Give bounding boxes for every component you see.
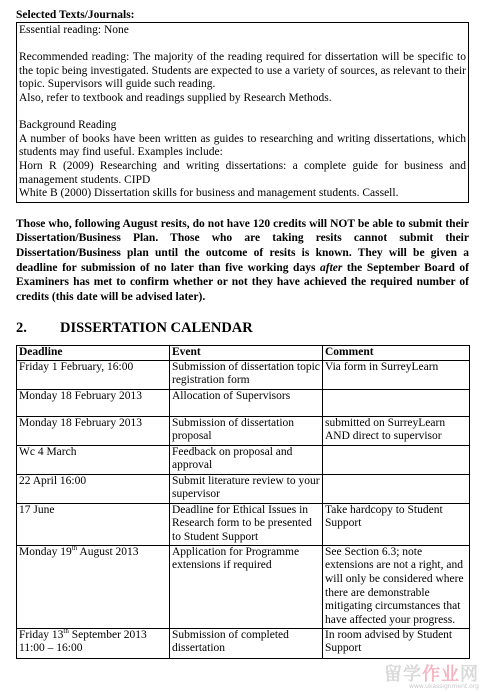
background-reading-title: Background Reading <box>19 119 117 132</box>
deadline-cell: Friday 1 February, 16:00 <box>17 360 170 389</box>
watermark-logo <box>384 660 479 690</box>
table-row <box>17 360 470 389</box>
event-cell: Submission of completed dissertation <box>170 628 323 658</box>
header-comment: Comment <box>323 346 470 361</box>
deadline-cell: Wc 4 March <box>17 445 170 474</box>
table-row <box>17 503 470 545</box>
deadline-cell: Monday 18 February 2013 <box>17 389 170 416</box>
notice-part-1: Those who, following August resits, do not have 120 credits will NOT be able to submit their Dissertation/Business Plan. Those who are taking resits cannot submit their Dissertation/Business plan until the outcome of resits is known. They will be given a deadline for submission of no later than five working days <box>16 217 469 274</box>
deadline-text: Monday 19 <box>19 545 72 558</box>
selected-texts-heading: Selected Texts/Journals: <box>16 9 135 21</box>
comment-cell: Via form in SurreyLearn <box>323 360 470 389</box>
watermark-url: www.ukassignment.org <box>409 683 479 690</box>
comment-cell <box>323 445 470 474</box>
deadline-text: August 2013 <box>77 545 139 558</box>
essential-reading: Essential reading: None <box>19 24 129 36</box>
background-reading-body: A number of books have been written as guides to researching and writing dissertations, which students may find useful. Examples include: <box>19 132 466 159</box>
reference-horn: Horn R (2009) Researching and writing dissertations: a complete guide for business and management students. CIPD <box>19 159 466 186</box>
ordinal-suffix: th <box>71 544 78 553</box>
table-row <box>17 389 470 416</box>
deadline-cell: Monday 18 February 2013 <box>17 416 170 445</box>
comment-cell: submitted on SurreyLearn AND direct to supervisor <box>323 416 470 445</box>
notice-emphasis: after <box>320 261 343 274</box>
watermark-highlight: 作业 <box>422 664 460 685</box>
event-cell: Submission of dissertation topic registration form <box>170 360 323 389</box>
notice-part-2: the September Board of Examiners has met to confirm whether or not they have achieved the required number of credits (this date will be advised later). <box>16 261 469 303</box>
comment-cell <box>323 389 470 416</box>
event-cell: Submission of dissertation proposal <box>170 416 323 445</box>
reference-white: White B (2000) Dissertation skills for business and management students. Cassell. <box>19 187 399 200</box>
event-cell: Allocation of Supervisors <box>170 389 323 416</box>
recommended-reading-extra: Also, refer to textbook and readings supplied by Research Methods. <box>19 91 332 104</box>
deadline-cell: 22 April 16:00 <box>17 474 170 503</box>
event-cell: Application for Programme extensions if required <box>170 545 323 628</box>
header-deadline: Deadline <box>17 346 170 361</box>
ordinal-suffix: th <box>63 627 69 636</box>
calendar-header-row <box>17 346 470 361</box>
comment-cell <box>323 474 470 503</box>
comment-cell: See Section 6.3; note extensions are not a right, and will only be considered where there are demonstrable mitigating circumstances that have affected your progress. <box>323 545 470 628</box>
event-cell: Submit literature review to your supervisor <box>170 474 323 503</box>
event-cell: Deadline for Ethical Issues in Research form to be presented to Student Support <box>170 503 323 545</box>
table-row <box>17 445 470 474</box>
deadline-text: Friday 13 <box>19 628 64 641</box>
section-heading <box>16 320 469 337</box>
header-event: Event <box>170 346 323 361</box>
deadline-time: 11:00 – 16:00 <box>19 642 83 655</box>
recommended-reading: Recommended reading: The majority of the reading required for dissertation will be specific to the topic being investigated. Students are expected to use a variety of sources, as relevant to their topic. Supervisors will guide such reading. <box>19 51 466 91</box>
section-number: 2. <box>16 320 27 337</box>
deadline-cell: 17 June <box>17 503 170 545</box>
watermark-text: 网 <box>460 664 479 685</box>
deadline-cell <box>17 628 170 658</box>
table-row <box>17 545 470 628</box>
table-row <box>17 474 470 503</box>
deadline-text: September 2013 <box>68 628 147 641</box>
deadline-cell <box>17 545 170 628</box>
resits-notice <box>16 217 469 305</box>
table-row <box>17 416 470 445</box>
table-row <box>17 628 470 658</box>
comment-cell: Take hardcopy to Student Support <box>323 503 470 545</box>
reading-box <box>16 22 469 203</box>
section-title: DISSERTATION CALENDAR <box>60 320 253 337</box>
event-cell: Feedback on proposal and approval <box>170 445 323 474</box>
comment-cell: In room advised by Student Support <box>323 628 470 658</box>
calendar-table <box>16 345 470 659</box>
watermark-text: 留学 <box>384 664 422 685</box>
document-page <box>16 8 469 659</box>
